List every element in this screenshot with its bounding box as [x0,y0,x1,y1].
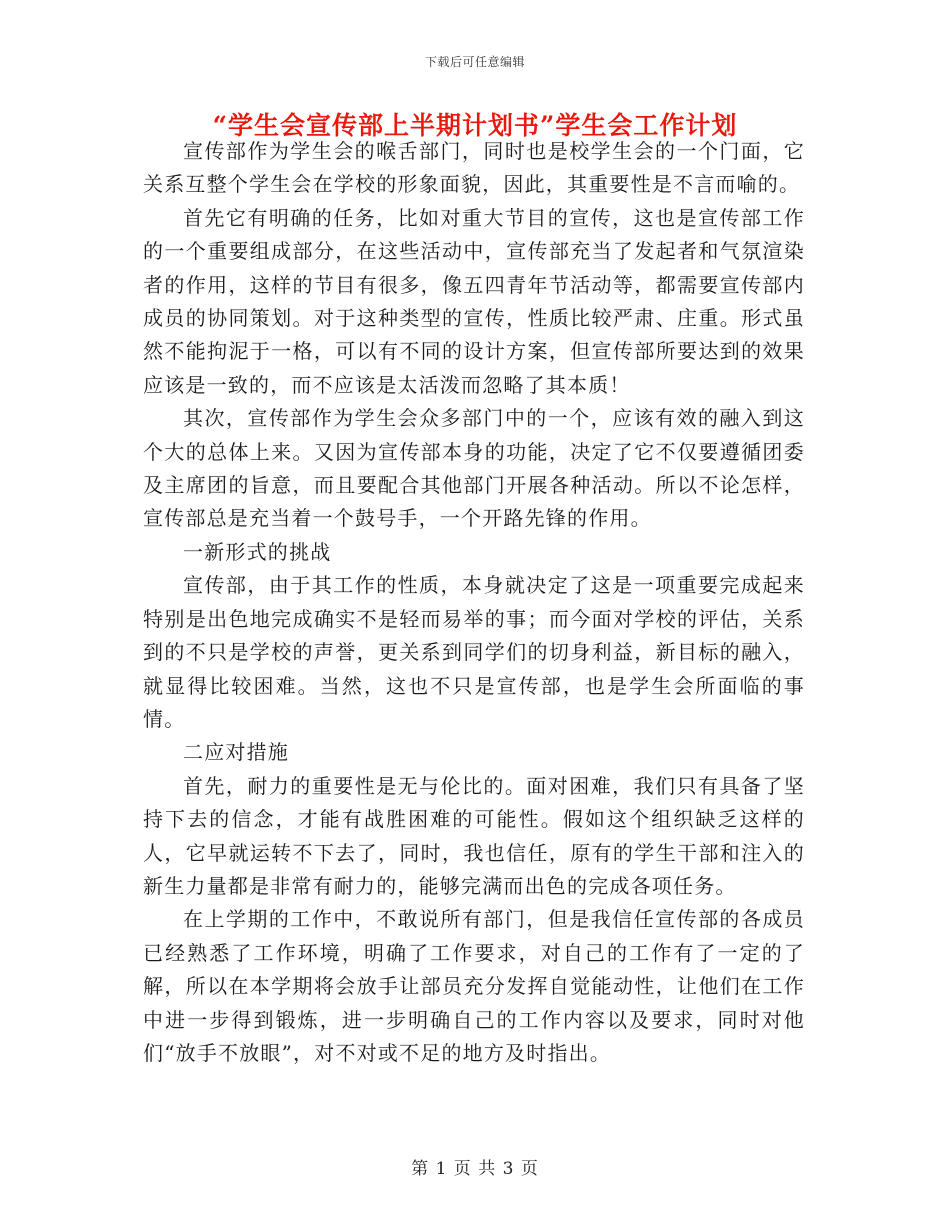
page-header-note: 下载后可任意编辑 [424,55,525,69]
paragraph-endurance: 首先，耐力的重要性是无与伦比的。面对困难，我们只有具备了坚持下去的信念，才能有战胜困难的可能性。假如这个组织缺乏这样的人，它早就运转不下去了，同时，我也信任，原有的学生干部和注入的新生力量都是非常有耐力的，能够完满而出色的完成各项任务。 [143,773,805,898]
section-heading-measures: 二应对措施 [183,740,289,765]
document-title: “学生会宣传部上半期计划书”学生会工作计划 [212,111,738,140]
paragraph-last-term: 在上学期的工作中，不敢说所有部门，但是我信任宣传部的各成员已经熟悉了工作环境，明确了工作要求，对自己的工作有了一定的了解，所以在本学期将会放手让部员充分发挥自觉能动性，让他们在工作中进一步得到锻炼，进一步明确自己的工作内容以及要求，同时对他们“放手不放眼”，对不对或不足的地方及时指出。 [143,907,805,1065]
paragraph-first-task: 首先它有明确的任务，比如对重大节目的宣传，这也是宣传部工作的一个重要组成部分，在这些活动中，宣传部充当了发起者和气氛渲染者的作用，这样的节目有很多，像五四青年节活动等，都需要宣传部内成员的协同策划。对于这种类型的宣传，性质比较严肃、庄重。形式虽然不能拘泥于一格，可以有不同的设计方案，但宣传部所要达到的效果应该是一致的，而不应该是太活泼而忽略了其本质！ [143,205,805,397]
paragraph-challenge: 宣传部，由于其工作的性质，本身就决定了这是一项重要完成起来特别是出色地完成确实不是轻而易举的事；而今面对学校的评估，关系到的不只是学校的声誉，更关系到同学们的切身利益，新目标的融入，就显得比较困难。当然，这也不只是宣传部，也是学生会所面临的事情。 [143,573,805,731]
page-number-footer: 第 1 页 共 3 页 [411,1159,539,1179]
section-heading-challenge: 一新形式的挑战 [183,539,332,564]
paragraph-intro: 宣传部作为学生会的喉舌部门，同时也是校学生会的一个门面，它关系互整个学生会在学校的形象面貌，因此，其重要性是不言而喻的。 [143,139,805,197]
document-body [143,135,805,1070]
paragraph-second-role: 其次，宣传部作为学生会众多部门中的一个，应该有效的融入到这个大的总体上来。又因为宣传部本身的功能，决定了它不仅要遵循团委及主席团的旨意，而且要配合其他部门开展各种活动。所以不论怎样，宣传部总是充当着一个鼓号手，一个开路先锋的作用。 [143,406,805,531]
